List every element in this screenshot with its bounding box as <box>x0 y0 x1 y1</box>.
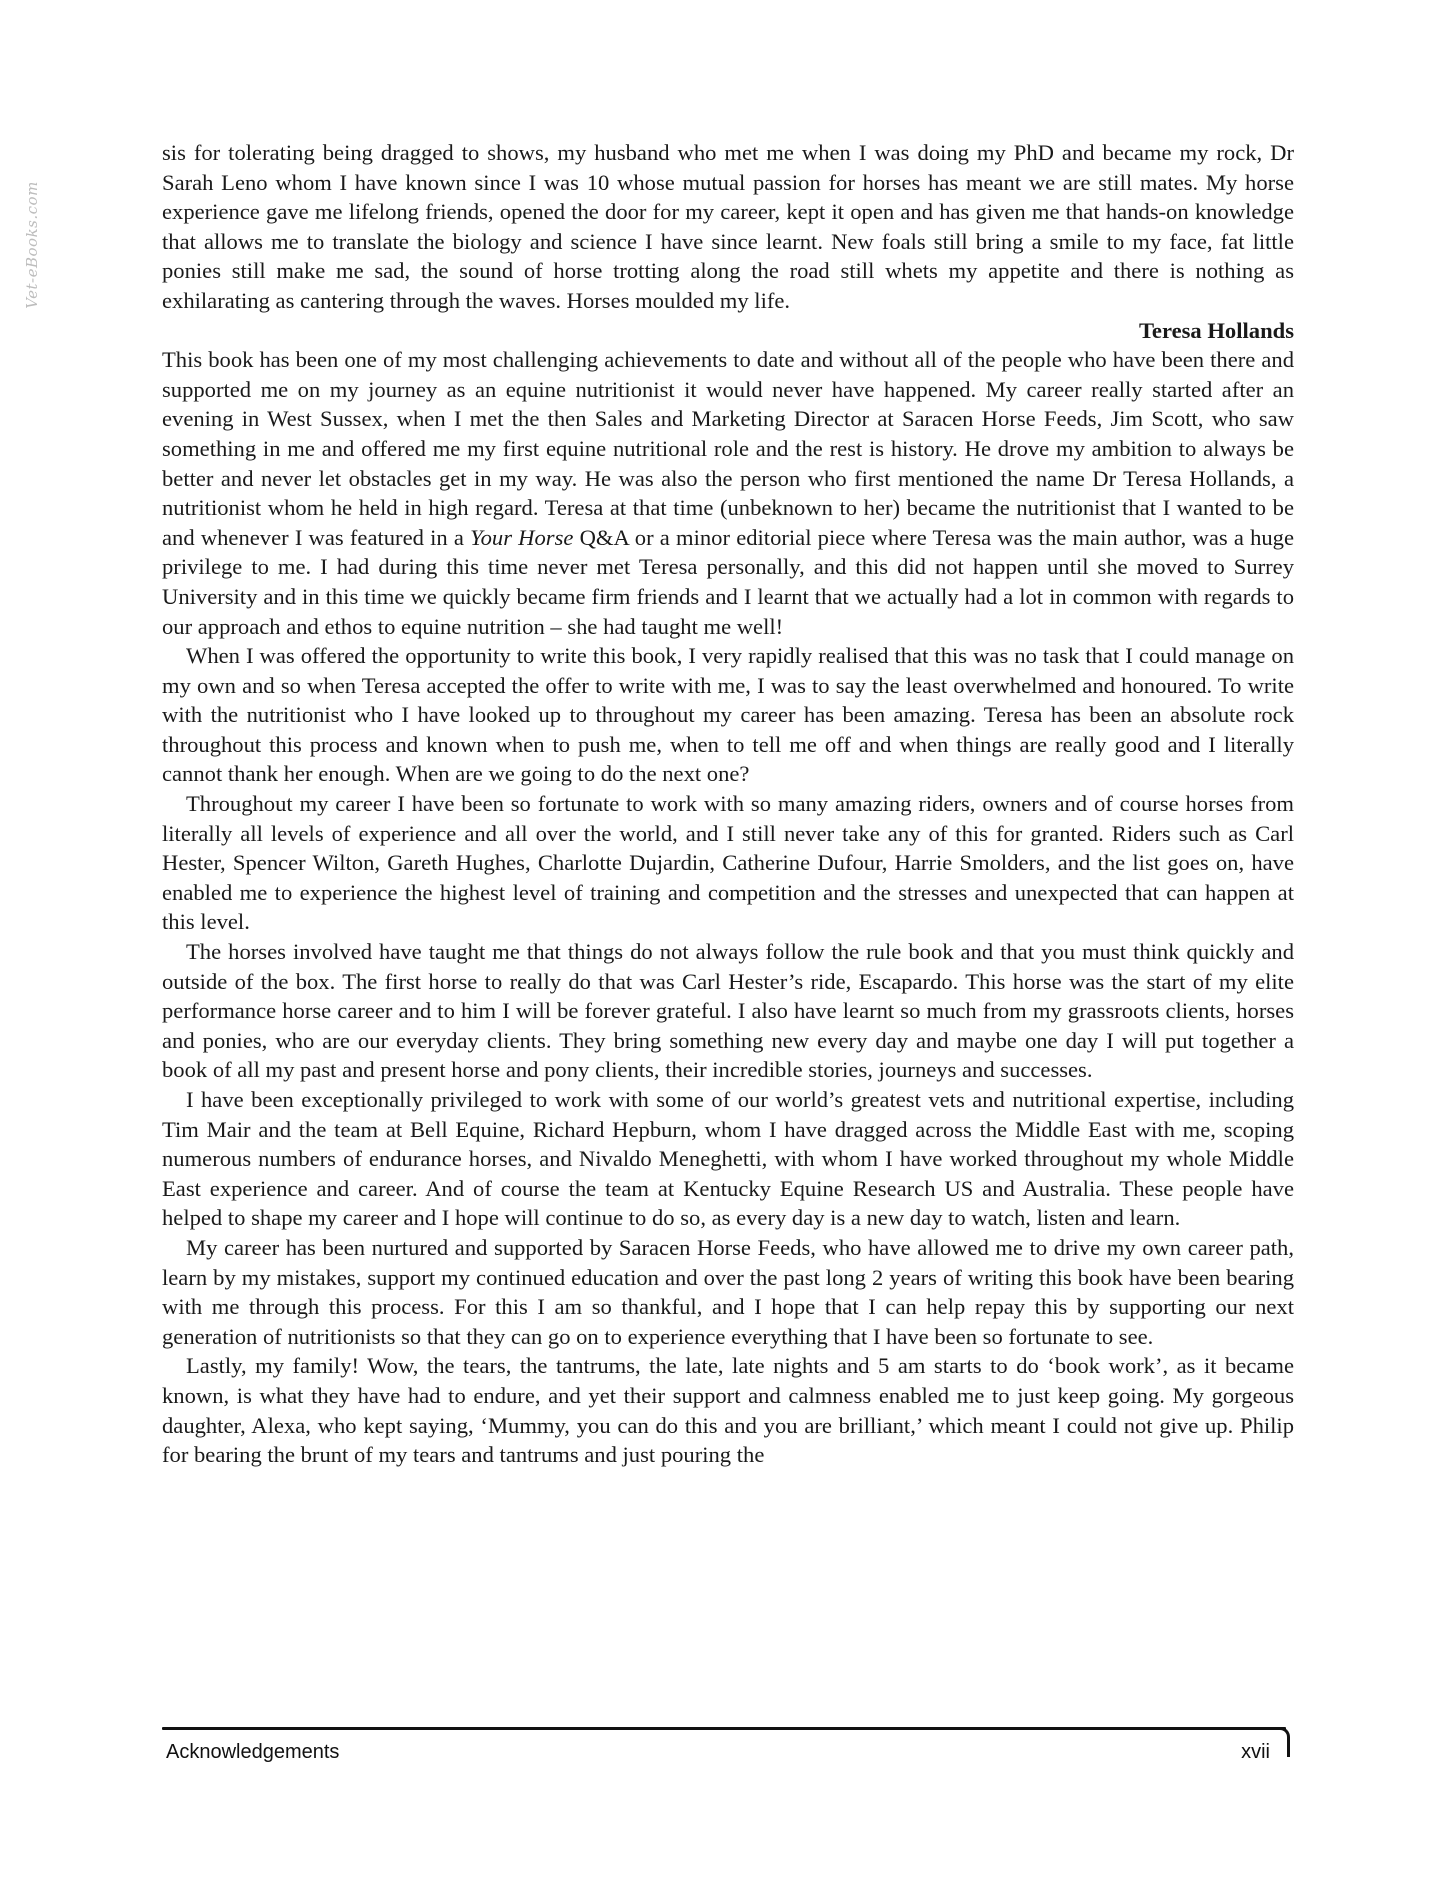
watermark-text: Vet-eBooks.com <box>23 181 41 309</box>
paragraph: The horses involved have taught me that things do not always follow the rule book and that you must think quickly and outside of the box. The first horse to really do that was Carl Hester’s ride, Escapardo. This horse was the start of my elite performance horse career and to him I will be forever grateful. I also have learnt so much from my grassroots clients, horses and ponies, who are our everyday clients. They bring something new every day and maybe one day I will put together a book of all my past and present horse and pony clients, their incredible stories, journeys and successes. <box>162 939 1294 1083</box>
paragraph: I have been exceptionally privileged to work with some of our world’s greatest vets and nutritional expertise, including Tim Mair and the team at Bell Equine, Richard Hepburn, whom I have dragged across the Middle East with me, scoping numerous numbers of endurance horses, and Nivaldo Meneghetti, with whom I have worked throughout my whole Middle East experience and career. And of course the team at Kentucky Equine Research US and Australia. These people have helped to shape my career and I hope will continue to do so, as every day is a new day to watch, listen and learn. <box>162 1087 1294 1231</box>
footer-section-title: Acknowledgements <box>166 1741 340 1763</box>
paragraph: Throughout my career I have been so fortunate to work with so many amazing riders, owners and of course horses from literally all levels of experience and all over the world, and I still never take any of this for granted. Riders such as Carl Hester, Spencer Wilton, Gareth Hughes, Charlotte Dujardin, Catherine Dufour, Harrie Smolders, and the list goes on, have enabled me to experience the highest level of training and competition and the stresses and unexpected that can happen at this level. <box>162 791 1294 935</box>
paragraph: When I was offered the opportunity to write this book, I very rapidly realised that this was no task that I could manage on my own and so when Teresa accepted the offer to write with me, I was to say the least overwhelmed and honoured. To write with the nutritionist who I have looked up to throughout my career has been amazing. Teresa has been an absolute rock throughout this process and known when to push me, when to tell me off and when things are really good and I literally cannot thank her enough. When are we going to do the next one? <box>162 643 1294 787</box>
page-number: xvii <box>1241 1741 1270 1763</box>
paragraph: My career has been nurtured and supported by Saracen Horse Feeds, who have allowed me to drive my own career path, learn by my mistakes, support my continued education and over the past long 2 years of writing this book have been bearing with me through this process. For this I am so thankful, and I hope that I can help repay this by supporting our next generation of nutritionists so that they can go on to experience everything that I have been so fortunate to see. <box>162 1234 1294 1349</box>
footer-rule-hook <box>1278 1727 1290 1757</box>
paragraph-text: Q&A or a minor editorial piece where Teresa was the main author, was a huge privilege to me. I had during this time never met Teresa personally, and this did not happen until she moved to Surrey University and in this time we quickly became firm friends and I learnt that we actually had a lot in common with regards to our approach and ethos to equine nutrition – she had taught me well! <box>162 524 1294 639</box>
magazine-title: Your Horse <box>470 524 574 550</box>
footer-rule <box>162 1727 1286 1730</box>
signature: Teresa Hollands <box>1138 317 1294 343</box>
watermark <box>12 160 52 330</box>
body-text <box>162 138 1294 1470</box>
paragraph: Lastly, my family! Wow, the tears, the tantrums, the late, late nights and 5 am starts to do ‘book work’, as it became known, is what they have had to endure, and yet their support and calmness enabled me to just keep going. My gorgeous daughter, Alexa, who kept saying, ‘Mummy, you can do this and you are brilliant,’ which meant I could not give up. Philip for bearing the brunt of my tears and tantrums and just pouring the <box>162 1353 1294 1468</box>
paragraph-text: This book has been one of my most challenging achievements to date and without all of the people who have been there and supported me on my journey as an equine nutritionist it would never have happened. My career really started after an evening in West Sussex, when I met the then Sales and Marketing Director at Saracen Horse Feeds, Jim Scott, who saw something in me and offered me my first equine nutritional role and the rest is history. He drove my ambition to always be better and never let obstacles get in my way. He was also the person who first mentioned the name Dr Teresa Hollands, a nutritionist whom he held in high regard. Teresa at that time (unbeknown to her) became the nutritionist that I wanted to be and whenever I was featured in a <box>162 347 1294 550</box>
paragraph-intro: sis for tolerating being dragged to shows, my husband who met me when I was doing my PhD and became my rock, Dr Sarah Leno whom I have known since I was 10 whose mutual passion for horses has meant we are still mates. My horse experience gave me lifelong friends, opened the door for my career, kept it open and has given me that hands-on knowledge that allows me to translate the biology and science I have since learnt. New foals still bring a smile to my face, fat little ponies still make me sad, the sound of horse trotting along the road still whets my appetite and there is nothing as exhilarating as cantering through the waves. Horses moulded my life. <box>162 140 1294 313</box>
paragraph <box>162 345 1294 641</box>
